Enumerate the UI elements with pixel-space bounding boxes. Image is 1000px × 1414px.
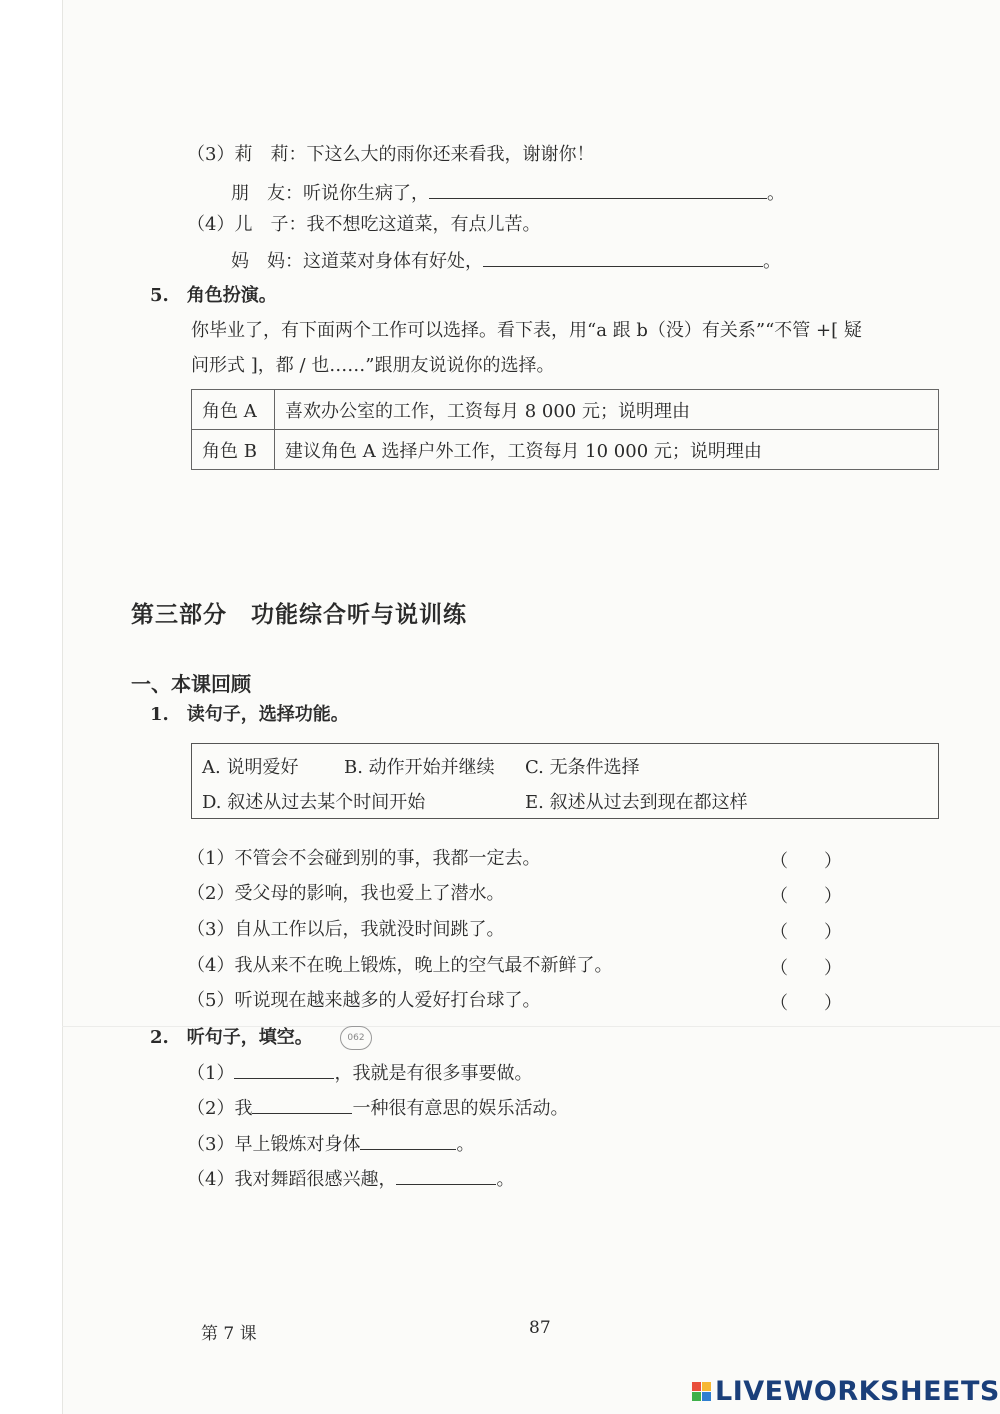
option-d: D. 叙述从过去某个时间开始 <box>202 792 426 813</box>
role-table <box>191 389 939 470</box>
answer-paren[interactable]: （ ） <box>770 958 842 979</box>
exercise-2-title: 2. 听句子，填空。 <box>150 1027 313 1048</box>
exercise-5-title: 5. 角色扮演。 <box>150 285 277 306</box>
dialogue-4-b <box>231 248 781 274</box>
exercise-5-instruction-1: 你毕业了，有下面两个工作可以选择。看下表，用“a 跟 b（没）有关系”“不管 +[ 疑 <box>191 320 862 341</box>
task-cell: 喜欢办公室的工作，工资每月 8 000 元；说明理由 <box>275 390 939 430</box>
speaker-label: （3）莉 莉： <box>187 144 307 165</box>
answer-paren[interactable]: （ ） <box>770 993 842 1014</box>
task-cell: 建议角色 A 选择户外工作，工资每月 10 000 元；说明理由 <box>275 430 939 470</box>
question-item: （2）受父母的影响，我也爱上了潜水。 <box>187 883 505 904</box>
exercise-1-title: 1. 读句子，选择功能。 <box>150 704 349 725</box>
dialogue-text: 我不想吃这道菜，有点儿苦。 <box>306 214 541 235</box>
speaker-label: 妈 妈： <box>231 251 303 272</box>
option-b: B. 动作开始并继续 <box>344 757 495 778</box>
answer-paren[interactable]: （ ） <box>770 851 842 872</box>
speaker-label: 朋 友： <box>231 183 303 204</box>
exercise-5-instruction-2: 问形式 ]，都 / 也……”跟朋友说说你的选择。 <box>191 355 555 376</box>
period: 。 <box>763 251 781 272</box>
answer-blank[interactable] <box>396 1166 496 1185</box>
answer-blank[interactable] <box>483 248 763 267</box>
watermark-text: LIVEWORKSHEETS <box>715 1375 1000 1407</box>
option-a: A. 说明爱好 <box>202 757 299 778</box>
question-item: （5）听说现在越来越多的人爱好打台球了。 <box>187 990 541 1011</box>
question-item: （4）我从来不在晚上锻炼，晚上的空气最不新鲜了。 <box>187 955 613 976</box>
dialogue-text: 听说你生病了， <box>303 183 429 204</box>
table-row <box>192 390 939 430</box>
speaker-label: （4）儿 子： <box>187 214 307 235</box>
answer-blank[interactable] <box>360 1131 456 1150</box>
answer-paren[interactable]: （ ） <box>770 922 842 943</box>
dialogue-3-a <box>187 143 594 167</box>
question-item: （1）不管会不会碰到别的事，我都一定去。 <box>187 848 541 869</box>
dialogue-4-a <box>187 213 540 237</box>
dialogue-text: 这道菜对身体有好处， <box>303 251 483 272</box>
option-e: E. 叙述从过去到现在都这样 <box>525 792 748 813</box>
role-cell: 角色 A <box>192 390 275 430</box>
answer-blank[interactable] <box>252 1095 352 1114</box>
liveworksheets-watermark <box>692 1375 1000 1407</box>
answer-blank[interactable] <box>429 180 767 199</box>
fill-item: （4）我对舞蹈很感兴趣， 。 <box>187 1166 514 1192</box>
question-item: （3）自从工作以后，我就没时间跳了。 <box>187 919 505 940</box>
answer-blank[interactable] <box>234 1060 334 1079</box>
option-c: C. 无条件选择 <box>525 757 640 778</box>
table-row <box>192 430 939 470</box>
dialogue-3-b <box>231 180 785 206</box>
audio-track-icon[interactable]: 062 <box>340 1026 372 1050</box>
fill-item: （2）我 一种很有意思的娱乐活动。 <box>187 1095 568 1121</box>
lesson-label: 第 7 课 <box>201 1324 257 1344</box>
period: 。 <box>767 183 785 204</box>
section-title: 一、本课回顾 <box>131 672 251 696</box>
answer-paren[interactable]: （ ） <box>770 886 842 907</box>
role-cell: 角色 B <box>192 430 275 470</box>
fill-item: （3）早上锻炼对身体 。 <box>187 1131 474 1157</box>
liveworksheets-logo-icon <box>692 1382 711 1401</box>
options-box <box>191 743 939 819</box>
part-3-title: 第三部分 功能综合听与说训练 <box>131 601 467 628</box>
page-number: 87 <box>529 1318 551 1338</box>
fill-item: （1） ，我就是有很多事要做。 <box>187 1060 532 1086</box>
dialogue-text: 下这么大的雨你还来看我，谢谢你！ <box>306 144 595 165</box>
